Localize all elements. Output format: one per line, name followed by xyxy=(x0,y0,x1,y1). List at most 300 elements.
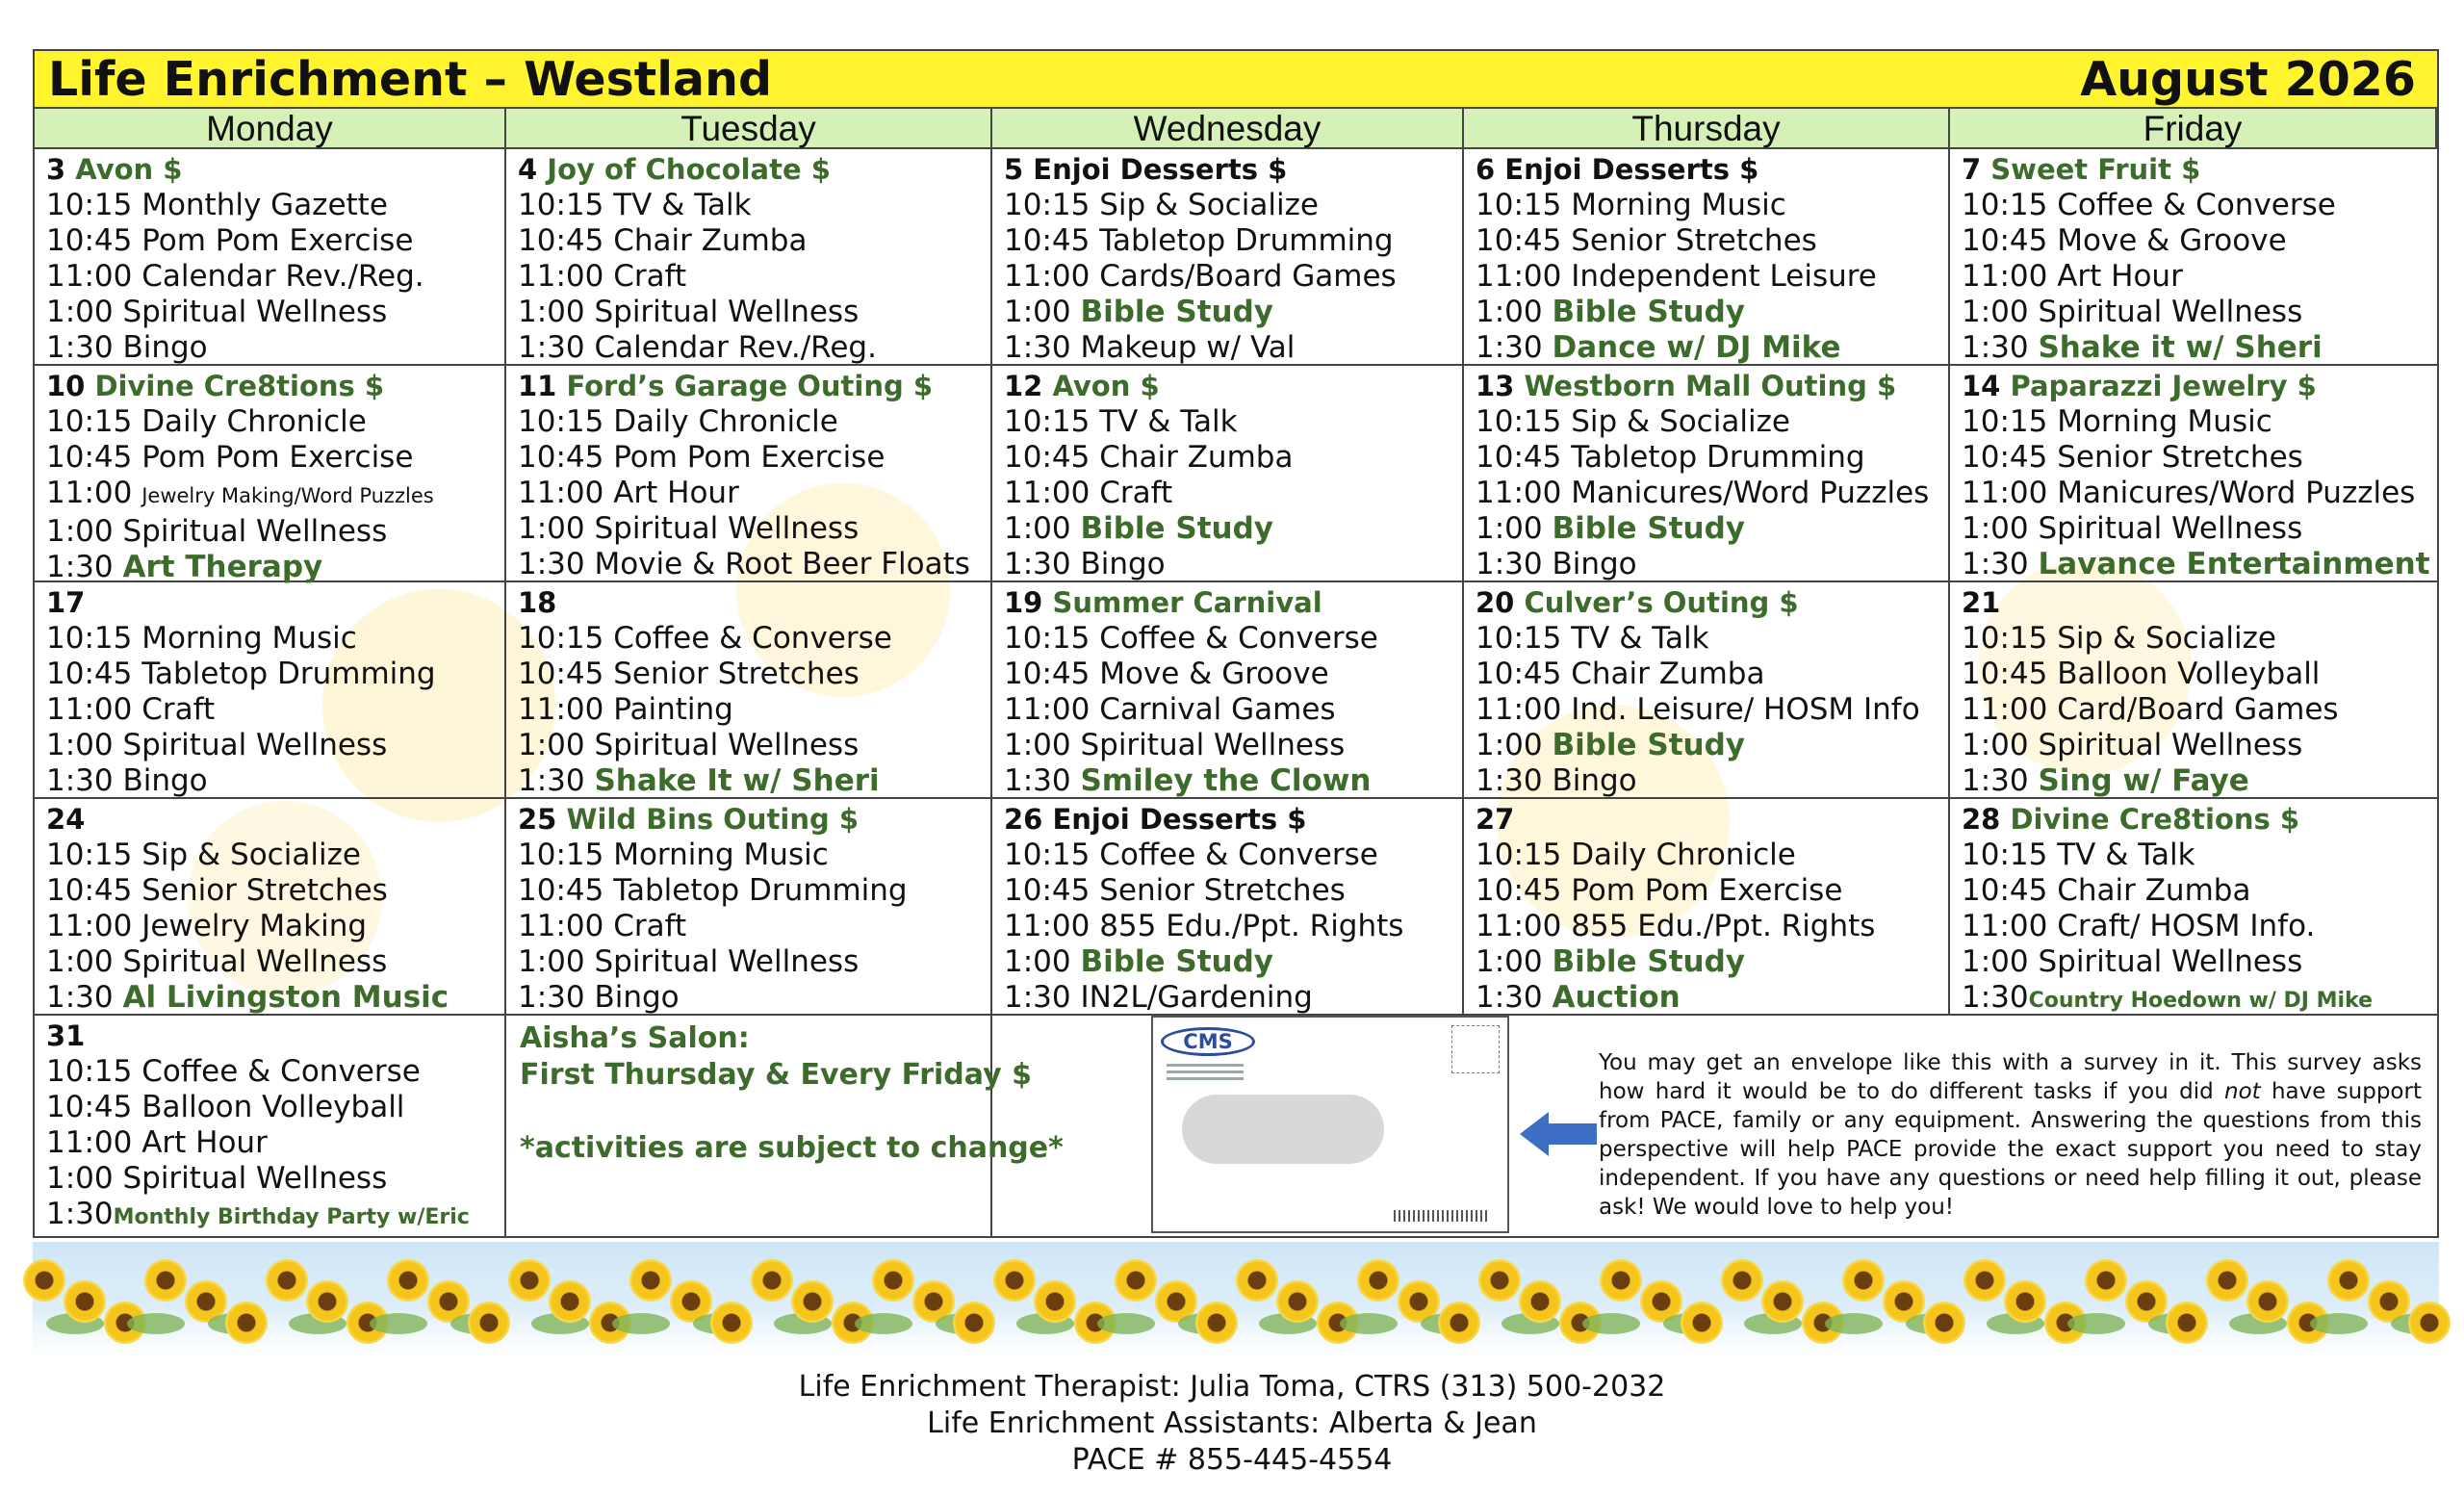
activity-line: 10:45 Tabletop Drumming xyxy=(518,873,908,908)
activity-line: 11:00 Art Hour xyxy=(1962,259,2183,294)
activity-line xyxy=(1476,944,1948,980)
day-event: Avon $ xyxy=(1052,370,1160,402)
activity-line: 11:00 Craft xyxy=(1004,476,1173,510)
day-event: Divine Cre8tions $ xyxy=(2010,803,2300,836)
leaf-icon xyxy=(612,1313,670,1334)
activity-line: 11:00 Cards/Board Games xyxy=(1004,259,1397,294)
day-event: Enjoi Desserts $ xyxy=(1033,153,1288,186)
day-heading xyxy=(1004,369,1462,404)
leaf-icon xyxy=(127,1313,185,1334)
activity-line: 1:30 Bingo xyxy=(518,980,680,1015)
activity-line: 11:00 855 Edu./Ppt. Rights xyxy=(1004,909,1404,943)
activity-time: 1:00 xyxy=(1476,944,1543,979)
sunflower-icon xyxy=(1681,1302,1723,1344)
day-event: Culver’s Outing $ xyxy=(1524,586,1799,619)
activity-line xyxy=(1476,728,1948,763)
day-cell-20 xyxy=(1464,582,1950,799)
activity-line xyxy=(1004,295,1462,330)
activity-line: 10:45 Chair Zumba xyxy=(1962,873,2251,908)
sunflower-icon xyxy=(629,1259,672,1302)
activity-line: 10:15 Sip & Socialize xyxy=(1004,188,1319,222)
sunflower-icon xyxy=(1721,1259,1763,1302)
day-heading xyxy=(1962,802,2437,838)
sunflower-icon xyxy=(225,1302,268,1344)
highlight-activity: Bible Study xyxy=(1552,944,1745,979)
calendar-title: Life Enrichment – Westland xyxy=(48,51,773,107)
day-heading xyxy=(1962,369,2437,404)
leaf-icon xyxy=(1097,1313,1155,1334)
day-header-monday: Monday xyxy=(35,109,506,149)
activity-line: 10:15 Coffee & Converse xyxy=(1004,621,1378,656)
activity-line: 11:00 Independent Leisure xyxy=(1476,259,1877,294)
sunflower-icon xyxy=(1195,1302,1238,1344)
activity-time: 1:00 xyxy=(1476,728,1543,762)
day-number: 28 xyxy=(1962,803,2001,836)
day-cell-26 xyxy=(992,799,1464,1016)
sunflower-border xyxy=(33,1242,2439,1355)
activity-line: 1:00 Spiritual Wellness xyxy=(518,728,860,762)
day-heading xyxy=(518,152,990,188)
activity-time: 1:30 xyxy=(46,980,114,1015)
activity-line: 10:15 Morning Music xyxy=(518,838,829,872)
day-heading xyxy=(46,369,504,404)
activity-line: 10:45 Pom Pom Exercise xyxy=(46,223,414,258)
activity-line: 10:15 TV & Talk xyxy=(1962,838,2195,872)
activity-line: 11:00 Craft xyxy=(518,909,687,943)
activity-line: 10:15 Monthly Gazette xyxy=(46,188,388,222)
day-cell-24 xyxy=(35,799,506,1016)
day-number: 27 xyxy=(1476,803,1515,836)
sunflower-icon xyxy=(2166,1302,2208,1344)
activity-line: 1:30 Bingo xyxy=(1476,763,1637,798)
highlight-activity: Al Livingston Music xyxy=(122,980,449,1015)
leaf-icon xyxy=(1582,1313,1640,1334)
day-heading xyxy=(1476,152,1948,188)
activity-time: 1:00 xyxy=(1004,944,1071,979)
activity-line: 11:00 Manicures/Word Puzzles xyxy=(1962,476,2416,510)
highlight-activity: Bible Study xyxy=(1552,295,1745,329)
day-number: 6 xyxy=(1476,153,1496,186)
day-number: 13 xyxy=(1476,370,1515,402)
sunflower-icon xyxy=(1276,1280,1319,1323)
activity-time: 11:00 xyxy=(46,476,133,510)
activity-line: 10:45 Pom Pom Exercise xyxy=(46,440,414,475)
day-number: 5 xyxy=(1004,153,1024,186)
highlight-activity: Monthly Birthday Party w/Eric xyxy=(113,1205,470,1229)
day-cell-28 xyxy=(1950,799,2437,1016)
activity-line: 10:15 TV & Talk xyxy=(1004,404,1238,439)
activity-line: 10:45 Senior Stretches xyxy=(1962,440,2303,475)
day-heading xyxy=(1962,585,2437,621)
sunflower-icon xyxy=(2327,1259,2370,1302)
day-number: 4 xyxy=(518,153,538,186)
activity-line: 10:15 Daily Chronicle xyxy=(518,404,838,439)
survey-note: You may get an envelope like this with a survey in it. This survey asks how hard it would be to do different tasks if you did not have support from PACE, family or any equipment. Answering the questions from this perspective will help PACE provide the exact support you need to stay independent. If you have any questions or need help filling it out, please ask! We would love to help you! xyxy=(1599,1050,2422,1220)
day-cell-10 xyxy=(35,366,506,582)
activity-time: 1:30 xyxy=(518,763,585,798)
day-number: 7 xyxy=(1962,153,1982,186)
leaf-icon xyxy=(2067,1313,2125,1334)
day-heading xyxy=(1004,585,1462,621)
sunflower-icon xyxy=(1964,1259,2006,1302)
highlight-activity: Bible Study xyxy=(1080,295,1273,329)
sunflower-icon xyxy=(953,1302,995,1344)
sunflower-icon xyxy=(1923,1302,1965,1344)
leaf-icon xyxy=(2310,1313,2368,1334)
activity-time: 1:30 xyxy=(46,550,114,584)
activity-line: 10:45 Tabletop Drumming xyxy=(46,657,436,691)
activity-line: 10:45 Move & Groove xyxy=(1962,223,2287,258)
activity-line: 10:45 Tabletop Drumming xyxy=(1004,223,1394,258)
activity-line: 10:15 Coffee & Converse xyxy=(1962,188,2336,222)
day-heading xyxy=(1004,152,1462,188)
highlight-activity: Sing w/ Faye xyxy=(2038,763,2249,798)
leaf-icon xyxy=(1825,1313,1883,1334)
sunflower-icon xyxy=(1236,1259,1278,1302)
sunflower-icon xyxy=(1115,1259,1157,1302)
activity-line: 10:45 Pom Pom Exercise xyxy=(1476,873,1843,908)
day-cell-12 xyxy=(992,366,1464,582)
sunflower-icon xyxy=(64,1280,106,1323)
activity-line: 10:15 Morning Music xyxy=(46,621,357,656)
day-event: Avon $ xyxy=(75,153,183,186)
activity-line: 10:15 Morning Music xyxy=(1476,188,1786,222)
activity-line: 1:30 Bingo xyxy=(1476,547,1637,581)
activity-line xyxy=(46,476,504,514)
activity-line: 11:00 Carnival Games xyxy=(1004,692,1336,727)
title-bar xyxy=(35,51,2437,109)
envelope-window xyxy=(1182,1095,1384,1164)
activity-time: 1:00 xyxy=(1476,295,1543,329)
day-number: 21 xyxy=(1962,586,2001,619)
activity-line xyxy=(46,1197,504,1235)
leaf-icon xyxy=(370,1313,427,1334)
day-number: 18 xyxy=(518,586,557,619)
day-cell-25 xyxy=(506,799,992,1016)
activity-line: 1:00 Spiritual Wellness xyxy=(1962,511,2303,546)
activity-time: 1:30 xyxy=(1962,330,2029,365)
activity-line: 10:15 Sip & Socialize xyxy=(1962,621,2276,656)
highlight-activity: Bible Study xyxy=(1080,511,1273,546)
highlight-activity: Shake it w/ Sheri xyxy=(2038,330,2323,365)
highlight-activity: Auction xyxy=(1552,980,1681,1015)
activity-line: 10:45 Balloon Volleyball xyxy=(46,1090,405,1124)
activity-line: 1:30 Calendar Rev./Reg. xyxy=(518,330,877,365)
day-event: Summer Carnival xyxy=(1052,586,1322,619)
activity-line: 10:45 Senior Stretches xyxy=(1004,873,1346,908)
activity-time: 1:30 xyxy=(1962,763,2029,798)
day-heading xyxy=(46,1019,504,1054)
activity-line xyxy=(1962,547,2437,582)
sunflower-icon xyxy=(993,1259,1036,1302)
activity-line: 1:30 Bingo xyxy=(1004,547,1166,581)
activity-time: 1:30 xyxy=(1476,330,1543,365)
change-notice: *activities are subject to change* xyxy=(520,1131,1064,1165)
activity-line: 11:00 Craft xyxy=(518,259,687,294)
activity-line: 11:00 Jewelry Making xyxy=(46,909,368,943)
activity-line xyxy=(46,980,504,1016)
sunflower-icon xyxy=(1034,1280,1076,1323)
sunflower-icon xyxy=(1842,1259,1885,1302)
day-number: 19 xyxy=(1004,586,1043,619)
activity-line xyxy=(46,550,504,585)
day-event: Paparazzi Jewelry $ xyxy=(2010,370,2317,402)
day-heading xyxy=(1476,369,1948,404)
day-cell-13 xyxy=(1464,366,1950,582)
day-heading xyxy=(518,802,990,838)
activity-line: 10:45 Chair Zumba xyxy=(1476,657,1765,691)
activity-line: 10:45 Balloon Volleyball xyxy=(1962,657,2321,691)
activity-line xyxy=(1476,980,1948,1016)
day-event: Ford’s Garage Outing $ xyxy=(566,370,934,402)
activity-line: 1:00 Spiritual Wellness xyxy=(46,944,388,979)
day-number: 10 xyxy=(46,370,86,402)
activity-line: 10:15 Coffee & Converse xyxy=(518,621,892,656)
activity-line: 1:00 Spiritual Wellness xyxy=(1962,295,2303,329)
activity-line xyxy=(1962,763,2437,799)
activity-time: 1:00 xyxy=(1004,295,1071,329)
sunflower-icon xyxy=(508,1259,551,1302)
day-number: 24 xyxy=(46,803,86,836)
activity-line: 1:00 Spiritual Wellness xyxy=(1004,728,1346,762)
activity-line: 10:15 Coffee & Converse xyxy=(46,1054,421,1089)
cms-logo: CMS xyxy=(1161,1027,1255,1056)
activity-line xyxy=(1476,511,1948,547)
salon-schedule: First Thursday & Every Friday $ xyxy=(520,1058,1032,1092)
day-cell-31 xyxy=(35,1016,506,1236)
activity-line: 1:00 Spiritual Wellness xyxy=(46,1161,388,1196)
day-number: 12 xyxy=(1004,370,1043,402)
day-header-thursday: Thursday xyxy=(1464,109,1950,149)
activity-line: 10:15 Morning Music xyxy=(1962,404,2272,439)
activity-time: 1:00 xyxy=(1476,511,1543,546)
sunflower-icon xyxy=(2206,1259,2248,1302)
leaf-icon xyxy=(1340,1313,1398,1334)
pace-phone: PACE # 855-445-4554 xyxy=(1071,1443,1393,1477)
day-number: 3 xyxy=(46,153,66,186)
activity-time: 1:30 xyxy=(46,1197,114,1231)
activity-line: 10:45 Chair Zumba xyxy=(518,223,808,258)
activity-line: 10:45 Senior Stretches xyxy=(46,873,388,908)
day-header-wednesday: Wednesday xyxy=(992,109,1464,149)
sunflower-icon xyxy=(549,1280,591,1323)
day-cell-18 xyxy=(506,582,992,799)
day-cell-6 xyxy=(1464,149,1950,366)
day-number: 31 xyxy=(46,1019,86,1052)
activity-line: 10:45 Move & Groove xyxy=(1004,657,1329,691)
barcode xyxy=(1394,1210,1490,1222)
activity-line: 10:45 Senior Stretches xyxy=(1476,223,1817,258)
highlight-activity: Shake It w/ Sheri xyxy=(594,763,880,798)
activity-line: 1:30 Makeup w/ Val xyxy=(1004,330,1296,365)
day-cell-3 xyxy=(35,149,506,366)
day-cell-11 xyxy=(506,366,992,582)
sunflower-icon xyxy=(1478,1259,1521,1302)
activity-line: 1:00 Spiritual Wellness xyxy=(46,514,388,549)
highlight-activity: Art Therapy xyxy=(122,550,323,584)
calendar xyxy=(33,49,2439,1238)
activity-line xyxy=(1004,944,1462,980)
activity-line: 1:00 Spiritual Wellness xyxy=(46,295,388,329)
day-event: Enjoi Desserts $ xyxy=(1052,803,1307,836)
survey-notice xyxy=(992,1016,2437,1236)
activity-line: 10:15 Sip & Socialize xyxy=(46,838,361,872)
activity-line xyxy=(1004,763,1462,799)
footer xyxy=(0,1369,2464,1479)
postage-box xyxy=(1451,1025,1500,1073)
day-event: Wild Bins Outing $ xyxy=(566,803,860,836)
day-number: 25 xyxy=(518,803,557,836)
day-heading xyxy=(1476,802,1948,838)
activity-line xyxy=(1476,330,1948,366)
activity-line: 1:30 Bingo xyxy=(46,763,208,798)
day-heading xyxy=(46,152,504,188)
activity-line: 10:15 TV & Talk xyxy=(1476,621,1709,656)
activity-line: 10:15 Daily Chronicle xyxy=(1476,838,1796,872)
activity-line: 10:15 TV & Talk xyxy=(518,188,752,222)
sunflower-icon xyxy=(2246,1280,2289,1323)
day-number: 20 xyxy=(1476,586,1515,619)
left-arrow-icon xyxy=(1520,1112,1597,1156)
activity-line: 10:45 Pom Pom Exercise xyxy=(518,440,886,475)
activity-line: 11:00 Manicures/Word Puzzles xyxy=(1476,476,1930,510)
activity-line: 1:00 Spiritual Wellness xyxy=(1962,944,2303,979)
activity-line: 11:00 Painting xyxy=(518,692,733,727)
activity-line: 11:00 Art Hour xyxy=(46,1125,268,1160)
activity-line: 1:30 IN2L/Gardening xyxy=(1004,980,1313,1015)
last-week-row xyxy=(35,1016,2437,1236)
activity-line: 10:45 Senior Stretches xyxy=(518,657,860,691)
activity-line: 1:00 Spiritual Wellness xyxy=(518,944,860,979)
salon-notice xyxy=(506,1016,1064,1236)
sunflower-icon xyxy=(710,1302,753,1344)
activity-line: 11:00 Art Hour xyxy=(518,476,739,510)
day-number: 14 xyxy=(1962,370,2001,402)
sunflower-icon xyxy=(266,1259,308,1302)
day-cell-4 xyxy=(506,149,992,366)
activity-line: 11:00 855 Edu./Ppt. Rights xyxy=(1476,909,1876,943)
highlight-activity: Bible Study xyxy=(1080,944,1273,979)
sunflower-icon xyxy=(1519,1280,1561,1323)
activity-line xyxy=(1476,295,1948,330)
activity-line: 1:00 Spiritual Wellness xyxy=(1962,728,2303,762)
day-cell-5 xyxy=(992,149,1464,366)
activity-line: 11:00 Calendar Rev./Reg. xyxy=(46,259,424,294)
activity-line xyxy=(1004,511,1462,547)
activity-time: 1:30 xyxy=(1962,980,2029,1015)
sunflower-icon xyxy=(144,1259,187,1302)
sunflower-icon xyxy=(1600,1259,1642,1302)
day-heading xyxy=(46,802,504,838)
cms-envelope-image xyxy=(1151,1016,1509,1233)
highlight-activity: Dance w/ DJ Mike xyxy=(1552,330,1841,365)
highlight-activity: Bible Study xyxy=(1552,511,1745,546)
activity-line: 11:00 Craft/ HOSM Info. xyxy=(1962,909,2316,943)
day-event: Sweet Fruit $ xyxy=(1990,153,2201,186)
activity-line: 1:00 Spiritual Wellness xyxy=(518,511,860,546)
day-cell-17 xyxy=(35,582,506,799)
day-cell-7 xyxy=(1950,149,2437,366)
activity-time: 1:30 xyxy=(1004,763,1071,798)
sunflower-icon xyxy=(1438,1302,1480,1344)
day-heading xyxy=(1004,802,1462,838)
day-heading xyxy=(1476,585,1948,621)
activity-line: 11:00 Ind. Leisure/ HOSM Info xyxy=(1476,692,1920,727)
sunflower-icon xyxy=(1357,1259,1399,1302)
highlight-activity: Lavance Entertainment xyxy=(2038,547,2430,581)
day-number: 17 xyxy=(46,586,86,619)
sunflower-icon xyxy=(872,1259,914,1302)
sunflower-icon xyxy=(2085,1259,2127,1302)
activity-time: 1:30 xyxy=(1476,980,1543,1015)
highlight-activity: Country Hoedown w/ DJ Mike xyxy=(2028,989,2374,1013)
day-heading xyxy=(46,585,504,621)
return-address xyxy=(1167,1064,1244,1067)
sunflower-icon xyxy=(387,1259,429,1302)
sunflower-icon xyxy=(1761,1280,1804,1323)
day-cell-14 xyxy=(1950,366,2437,582)
day-cell-19 xyxy=(992,582,1464,799)
day-event: Divine Cre8tions $ xyxy=(94,370,385,402)
activity-line: 10:45 Chair Zumba xyxy=(1004,440,1294,475)
day-heading xyxy=(518,585,990,621)
activity-line: 10:15 Daily Chronicle xyxy=(46,404,367,439)
activity-time: 1:00 xyxy=(1004,511,1071,546)
day-event: Enjoi Desserts $ xyxy=(1504,153,1759,186)
day-heading xyxy=(1962,152,2437,188)
activity-line: 10:45 Tabletop Drumming xyxy=(1476,440,1865,475)
sunflower-icon xyxy=(2004,1280,2046,1323)
day-event: Westborn Mall Outing $ xyxy=(1524,370,1897,402)
sunflower-icon xyxy=(468,1302,510,1344)
calendar-grid xyxy=(35,109,2437,1016)
activity-line: 10:15 Coffee & Converse xyxy=(1004,838,1378,872)
activity-line: 1:30 Movie & Root Beer Floats xyxy=(518,547,970,581)
day-number: 11 xyxy=(518,370,557,402)
day-heading xyxy=(518,369,990,404)
activity-line xyxy=(1962,980,2437,1019)
activity-line: 1:00 Spiritual Wellness xyxy=(518,295,860,329)
sunflower-icon xyxy=(23,1259,65,1302)
leaf-icon xyxy=(855,1313,912,1334)
highlight-activity: Bible Study xyxy=(1552,728,1745,762)
therapist-contact: Life Enrichment Therapist: Julia Toma, CTRS (313) 500-2032 xyxy=(798,1370,1666,1404)
calendar-month: August 2026 xyxy=(2080,51,2416,107)
activity-time: 1:30 xyxy=(1962,547,2029,581)
activity-line: 11:00 Craft xyxy=(46,692,216,727)
activity-line xyxy=(518,763,990,799)
assistants: Life Enrichment Assistants: Alberta & Jean xyxy=(927,1406,1537,1440)
sunflower-icon xyxy=(791,1280,834,1323)
activity-line: 1:00 Spiritual Wellness xyxy=(46,728,388,762)
day-number: 26 xyxy=(1004,803,1043,836)
day-cell-27 xyxy=(1464,799,1950,1016)
activity-line: 10:15 Sip & Socialize xyxy=(1476,404,1790,439)
activity-name: Jewelry Making/Word Puzzles xyxy=(141,484,434,507)
day-header-friday: Friday xyxy=(1950,109,2437,149)
day-header-tuesday: Tuesday xyxy=(506,109,992,149)
salon-title: Aisha’s Salon: xyxy=(520,1021,750,1055)
day-cell-21 xyxy=(1950,582,2437,799)
activity-line: 11:00 Card/Board Games xyxy=(1962,692,2339,727)
sunflower-icon xyxy=(2408,1302,2451,1344)
highlight-activity: Smiley the Clown xyxy=(1080,763,1372,798)
activity-line: 1:30 Bingo xyxy=(46,330,208,365)
day-event: Joy of Chocolate $ xyxy=(547,153,831,186)
activity-line xyxy=(1962,330,2437,366)
sunflower-icon xyxy=(751,1259,793,1302)
sunflower-icon xyxy=(306,1280,348,1323)
